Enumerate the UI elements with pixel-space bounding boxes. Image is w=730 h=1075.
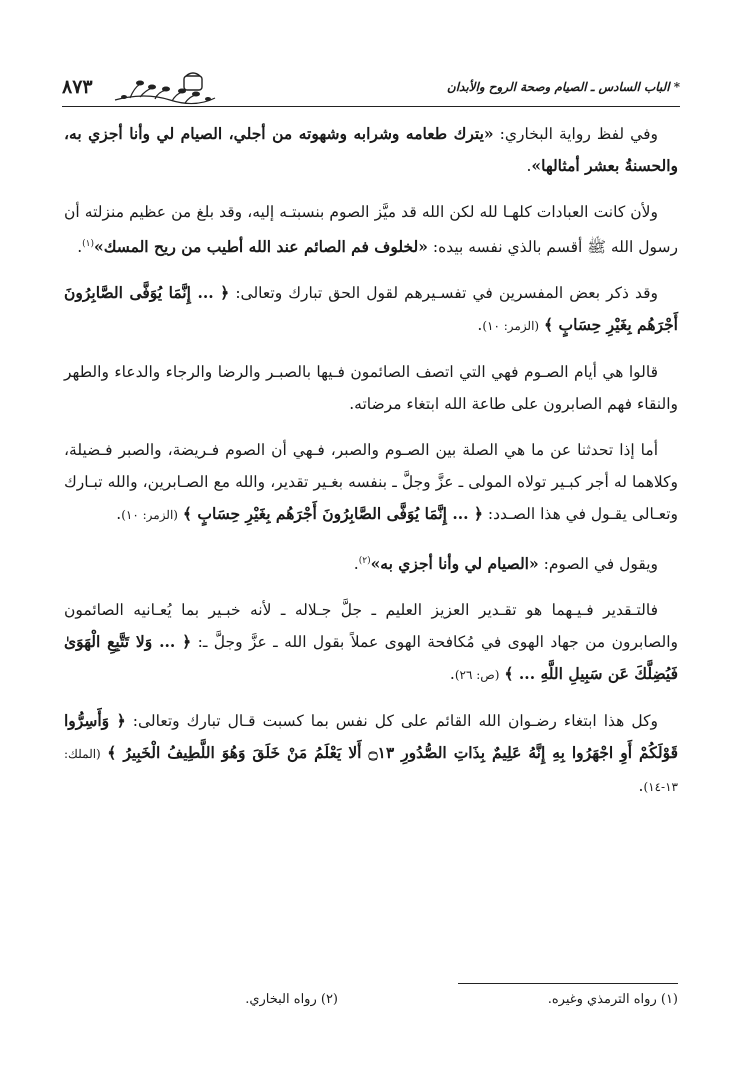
footnote-divider <box>458 983 678 984</box>
p7-lead: فالتـقدير فـيـهما هو تقـدير العزيز العليم ـ جلَّ جـلاله ـ لأنه خبـير بما يُعـانيه الصائمون والصابرون من جهاد الهوى في مُكافحة الهوى عملاً بقول الله ـ عزَّ وجلَّ ـ: <box>64 601 678 652</box>
p5-verse-reference: (الزمر: ١٠) <box>121 508 178 523</box>
header-divider <box>62 106 680 107</box>
floral-ornament-icon <box>110 70 220 108</box>
p7-end: . <box>449 665 455 684</box>
p8-lead: وكل هذا ابتغاء رضـوان الله القائم على كل نفس بما كسبت قـال تبارك وتعالى: <box>125 712 658 731</box>
paragraph-7 <box>64 594 678 691</box>
p5-end: . <box>116 505 122 524</box>
paragraph-4: قالوا هي أيام الصـوم فهي التي اتصف الصائمون فـيها بالصبـر والرضا والرجاء والدعاء والطهر والنقاء فهم الصابرون على طاعة الله ابتغاء مرضاته. <box>64 363 678 414</box>
p3-verse: ﴿ ... إِنَّمَا يُوَفَّى الصَّابِرُونَ أَجْرَهُم بِغَيْرِ حِسَابٍ ﴾ <box>64 283 678 335</box>
p2-end: . <box>77 238 83 257</box>
p1-lead: وفي لفظ رواية البخاري: <box>493 125 658 143</box>
p8-verse: ﴿ وَأَسِرُّوا قَوْلَكُمْ أَوِ اجْهَرُوا بِهِ إِنَّهُ عَلِيمٌ بِذَاتِ الصُّدُورِ ۝١٣ أَلا يَعْلَمُ مَنْ خَلَقَ وَهُوَ اللَّطِيفُ الْخَبِيرُ ﴾ <box>64 711 678 763</box>
paragraph-6 <box>64 545 678 580</box>
running-header <box>62 70 680 110</box>
page-number: ٨٧٣ <box>62 76 93 98</box>
paragraph-1 <box>64 118 678 182</box>
p5-verse: ﴿ ... إِنَّمَا يُوَفَّى الصَّابِرُونَ أَجْرَهُم بِغَيْرِ حِسَابٍ ﴾ <box>182 504 483 524</box>
chapter-title: * الباب السادس ـ الصيام وصحة الروح والأبدان <box>446 80 680 94</box>
paragraph-3 <box>64 277 678 342</box>
p3-lead: وقد ذكر بعض المفسرين في تفسـيرهم لقول الحق تبارك وتعالى: <box>229 284 658 303</box>
footnote-1: (١) رواه الترمذي وغيره. <box>547 992 678 1007</box>
p6-lead: ويقول في الصوم: <box>538 555 658 574</box>
p3-end: . <box>477 316 483 335</box>
p8-verse-reference: (الملك: ١٣-١٤) <box>64 747 678 795</box>
p3-verse-reference: (الزمر: ١٠) <box>482 319 540 334</box>
p2-lead: ولأن كانت العبادات كلهـا لله لكن الله قد ميَّز الصوم بنسبتـه إليه، وقد بلغ من عظيم منزلته أن رسول الله ﷺ أقسم بالذي نفسه بيده: <box>64 203 678 257</box>
paragraph-2 <box>64 196 678 263</box>
p1-hadith-quote: «يترك طعامه وشرابه وشهوته من أجلي، الصيام لي وأنا أجزي به، والحسنةُ بعشر أمثالها» <box>64 124 678 175</box>
paragraph-8 <box>64 705 678 803</box>
p8-end: . <box>638 777 644 796</box>
p5-lead: أما إذا تحدثنا عن ما هي الصلة بين الصـوم والصبر، فـهي أن الصوم فـريضة، والصبر فـضيلة، وكلاهما له أجر كبـير تولاه المولى ـ عزَّ وجلَّ ـ بنفسه بغـير تقدير، والله مع الصـابرين، والله تبـارك وتعـالى يقـول في هذا الصـدد: <box>64 441 678 524</box>
p6-end: . <box>353 555 359 574</box>
paragraph-5 <box>64 434 678 531</box>
main-text <box>64 118 678 817</box>
footnote-2: (٢) رواه البخاري. <box>245 992 338 1007</box>
p1-end: . <box>526 157 532 175</box>
p7-verse-reference: (ص: ٢٦) <box>454 668 500 683</box>
p2-hadith-quote: «لخلوف فم الصائم عند الله أطيب من ريح المسك» <box>94 237 428 257</box>
footnote-marker-2: (٢) <box>358 556 371 567</box>
p7-verse: ﴿ ... وَلا تَتَّبِعِ الْهَوَىٰ فَيُضِلَّكَ عَن سَبِيلِ اللَّهِ ... ﴾ <box>64 632 678 684</box>
p6-hadith-quote: «الصيام لي وأنا أجزي به» <box>370 554 539 574</box>
footnote-marker-1: (١) <box>82 239 95 249</box>
